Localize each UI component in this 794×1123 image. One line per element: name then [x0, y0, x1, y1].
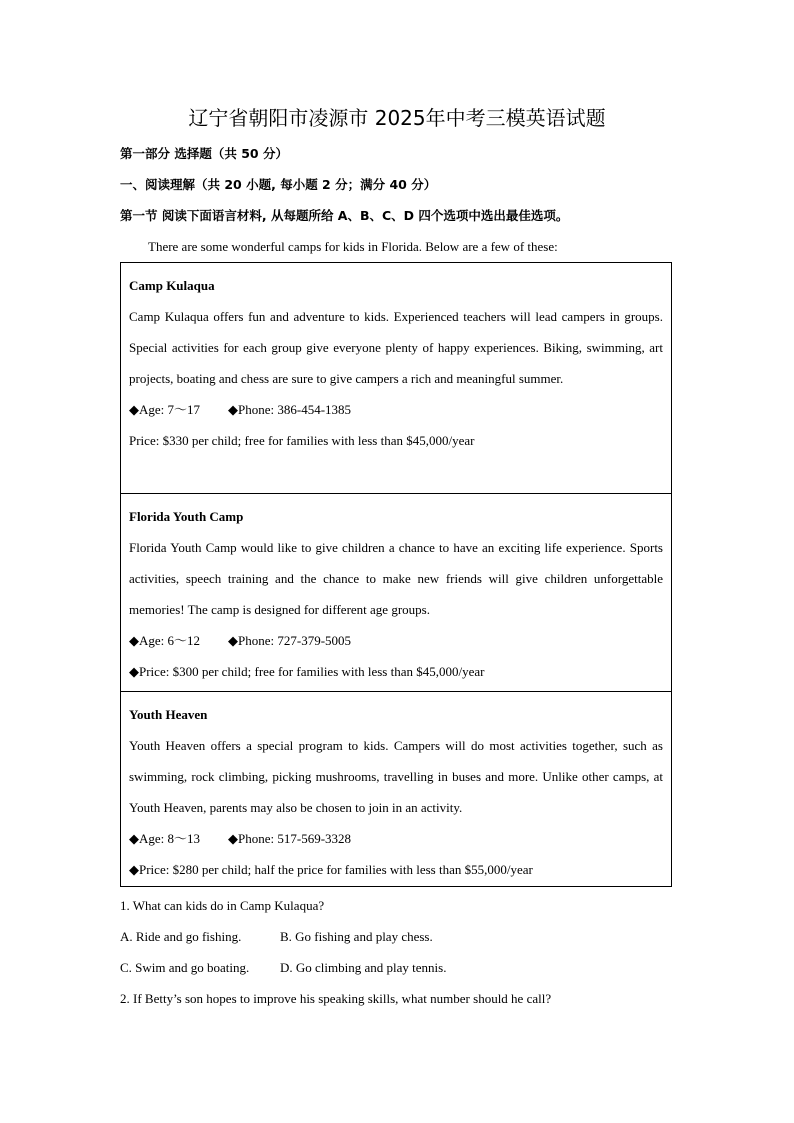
camp-age: ◆Age: 8～13	[129, 830, 201, 846]
camp-info-line	[129, 401, 663, 419]
camp-info-line	[129, 632, 663, 650]
camp-description: Camp Kulaqua offers fun and adventure to kids. Experienced teachers will lead campers in groups. Special activities for each group give everyone plenty of happy experiences. Biking, swimming, art projects, boating and chess are sure to give campers a rich and meaningful summer.	[129, 309, 663, 387]
part-heading: 第一部分 选择题（共 50 分）	[120, 146, 288, 161]
camp-price: Price: $330 per child; free for families with less than $45,000/year	[129, 432, 475, 448]
camp-phone: ◆Phone: 386-454-1385	[228, 401, 352, 417]
camps-table	[120, 262, 672, 887]
option-a: A. Ride and go fishing.	[120, 929, 242, 944]
camp-price: ◆Price: $280 per child; half the price for families with less than $55,000/year	[129, 861, 533, 877]
option-b: B. Go fishing and play chess.	[280, 929, 433, 944]
section-heading: 一、阅读理解（共 20 小题, 每小题 2 分；满分 40 分）	[120, 177, 437, 192]
camp-section-kulaqua	[121, 263, 671, 493]
camp-name: Camp Kulaqua	[129, 278, 215, 293]
page-title: 辽宁省朝阳市凌源市 2025年中考三模英语试题	[188, 106, 606, 130]
camp-age: ◆Age: 6～12	[129, 632, 201, 648]
passage-intro: There are some wonderful camps for kids in Florida. Below are a few of these:	[148, 239, 558, 254]
option-d: D. Go climbing and play tennis.	[280, 960, 447, 975]
camp-description: Youth Heaven offers a special program to kids. Campers will do most activities together, such as swimming, rock climbing, picking mushrooms, travelling in buses and more. Unlike other camps, at Youth Heaven, parents may also be chosen to join in an activity.	[129, 738, 663, 816]
camp-name: Youth Heaven	[129, 707, 208, 722]
instruction-text: 第一节 阅读下面语言材料, 从每题所给 A、B、C、D 四个选项中选出最佳选项。	[120, 208, 569, 223]
question-1: 1. What can kids do in Camp Kulaqua?	[120, 898, 325, 913]
camp-name: Florida Youth Camp	[129, 509, 244, 524]
camp-phone: ◆Phone: 727-379-5005	[228, 632, 352, 648]
options-row-1	[120, 928, 241, 946]
option-c: C. Swim and go boating.	[120, 960, 250, 975]
question-2: 2. If Betty’s son hopes to improve his speaking skills, what number should he call?	[120, 991, 552, 1006]
camp-section-youth-heaven	[121, 691, 671, 887]
camp-age: ◆Age: 7～17	[129, 401, 201, 417]
camp-info-line	[129, 830, 663, 848]
camp-description: Florida Youth Camp would like to give children a chance to have an exciting life experience. Sports activities, speech training and the chance to make new friends will give children unforgettable memories! The camp is designed for different age groups.	[129, 540, 663, 618]
camp-section-florida-youth	[121, 493, 671, 691]
camp-price: ◆Price: $300 per child; free for families with less than $45,000/year	[129, 663, 485, 679]
camp-phone: ◆Phone: 517-569-3328	[228, 830, 352, 846]
